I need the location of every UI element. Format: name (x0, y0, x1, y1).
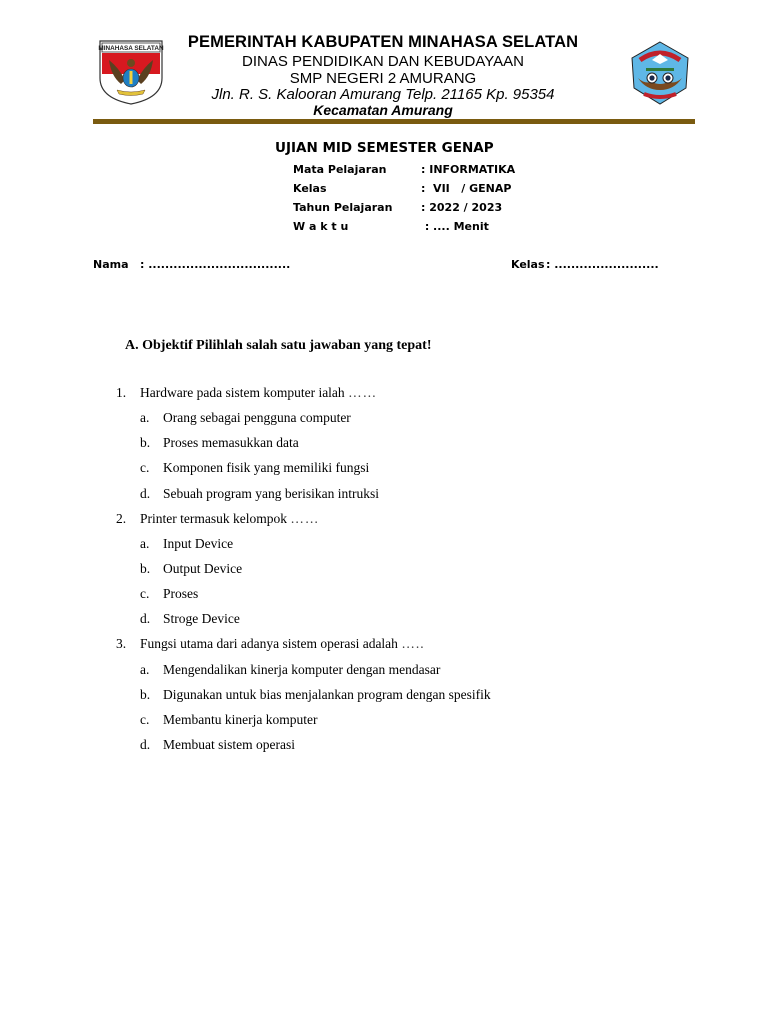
option-letter: a. (140, 410, 150, 425)
option-text: Mengendalikan kinerja komputer dengan mendasar (163, 662, 441, 677)
meta-value-year: : 2022 / 2023 (421, 201, 503, 214)
section-heading: A. Objektif Pilihlah salah satu jawaban yang tepat! (125, 338, 432, 353)
minahasa-selatan-logo (97, 38, 165, 106)
option-text: Membuat sistem operasi (163, 737, 295, 752)
option-letter: c. (140, 460, 150, 475)
question-text: Hardware pada sistem komputer ialah …… (140, 385, 378, 400)
question-number: 2. (116, 511, 127, 526)
option-text: Proses (163, 586, 199, 601)
meta-label-subject: Mata Pelajaran (293, 163, 387, 176)
question-text: Printer termasuk kelompok …… (140, 511, 320, 526)
option-text: Membantu kinerja komputer (163, 712, 318, 727)
option-letter: b. (140, 561, 151, 576)
option-letter: b. (140, 435, 151, 450)
option-text: Sebuah program yang berisikan intruksi (163, 486, 379, 501)
meta-value-class: : VII / GENAP (421, 182, 512, 195)
option-letter: a. (140, 536, 150, 551)
option-text: Input Device (163, 536, 234, 551)
meta-label-time: W a k t u (293, 220, 349, 233)
letterhead-department: DINAS PENDIDIKAN DAN KEBUDAYAAN (241, 53, 524, 70)
option-text: Komponen fisik yang memiliki fungsi (163, 460, 370, 475)
option-letter: c. (140, 712, 150, 727)
letterhead-school: SMP NEGERI 2 AMURANG (289, 70, 477, 87)
option-text: Proses memasukkan data (163, 435, 299, 450)
option-letter: c. (140, 586, 150, 601)
option-text: Digunakan untuk bias menjalankan program dengan spesifik (163, 687, 491, 702)
name-field[interactable]: : .................................. (140, 258, 291, 271)
option-text: Output Device (163, 561, 243, 576)
svg-text:MINAHASA SELATAN: MINAHASA SELATAN (98, 45, 164, 52)
name-label: Nama (93, 258, 129, 271)
option-letter: d. (140, 737, 151, 752)
question-number: 1. (116, 385, 127, 400)
letterhead-address: Jln. R. S. Kalooran Amurang Telp. 21165 Kp. 95354 (211, 86, 555, 103)
school-emblem-logo (628, 40, 692, 106)
option-letter: b. (140, 687, 151, 702)
option-text: Stroge Device (163, 611, 240, 626)
meta-value-subject: : INFORMATIKA (421, 163, 516, 176)
option-letter: a. (140, 662, 150, 677)
option-letter: d. (140, 611, 151, 626)
exam-title: UJIAN MID SEMESTER GENAP (275, 140, 494, 156)
class-label: Kelas (511, 258, 545, 271)
letterhead-government: PEMERINTAH KABUPATEN MINAHASA SELATAN (187, 33, 579, 51)
meta-label-year: Tahun Pelajaran (293, 201, 393, 214)
letterhead-divider (93, 119, 695, 124)
option-letter: d. (140, 486, 151, 501)
question-text: Fungsi utama dari adanya sistem operasi adalah ….. (140, 636, 425, 651)
option-text: Orang sebagai pengguna computer (163, 410, 351, 425)
letterhead-district: Kecamatan Amurang (313, 102, 453, 118)
class-field[interactable]: : ......................... (546, 258, 659, 271)
meta-label-class: Kelas (293, 182, 327, 195)
question-number: 3. (116, 636, 127, 651)
meta-value-time: : .... Menit (421, 220, 489, 233)
